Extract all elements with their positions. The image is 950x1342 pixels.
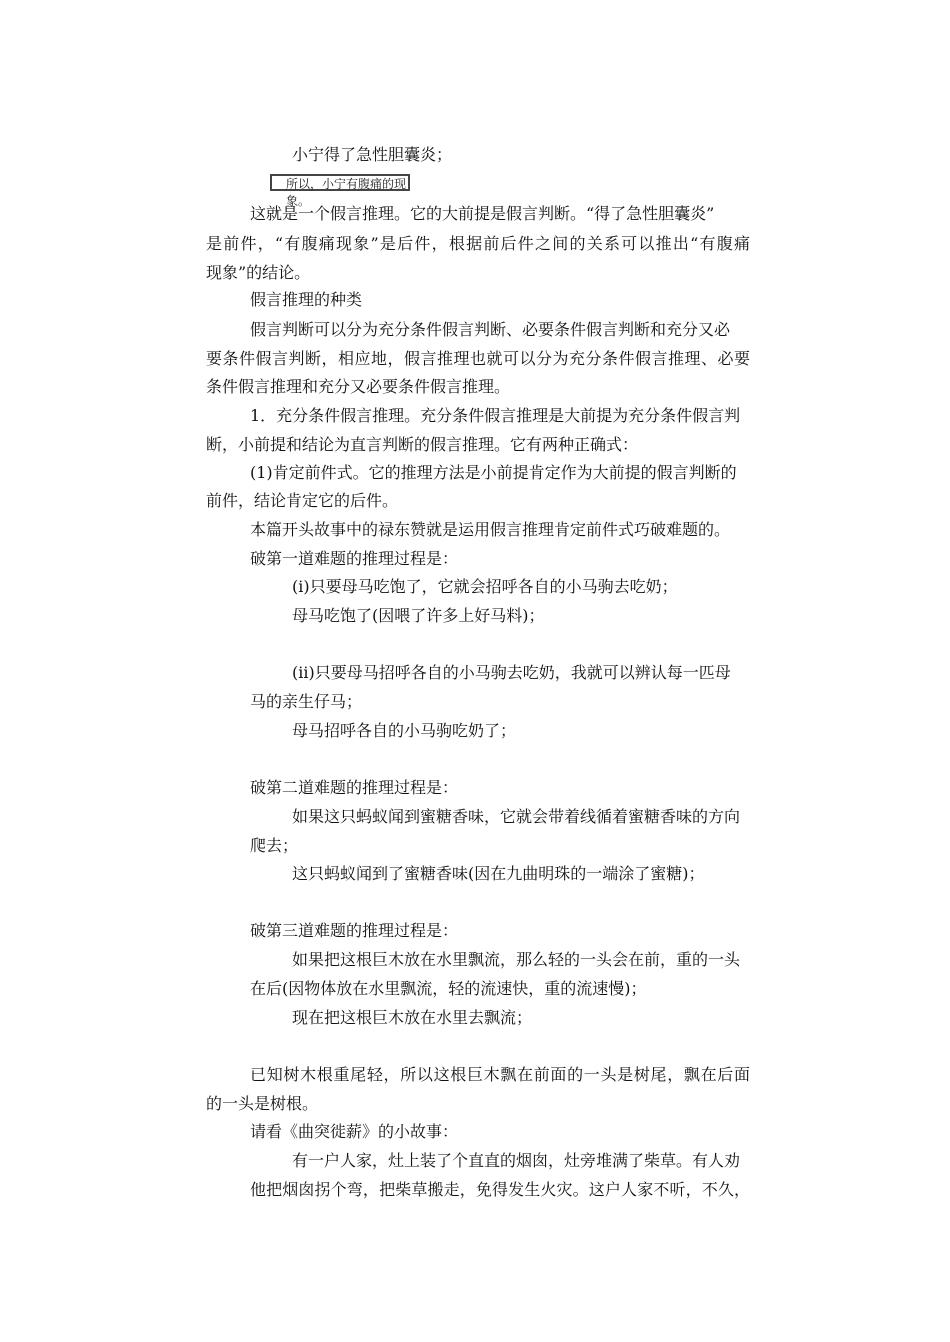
- text-line: 破第二道难题的推理过程是：: [250, 778, 459, 797]
- text-line: 要条件假言判断，相应地，假言推理也就可以分为充分条件假言推理、必要: [206, 349, 750, 368]
- text-line: 这只蚂蚁闻到了蜜糖香味(因在九曲明珠的一端涂了蜜糖)；: [292, 864, 705, 883]
- text-line: 假言判断可以分为充分条件假言判断、必要条件假言判断和充分又必: [250, 320, 731, 339]
- text-line: 如果把这根巨木放在水里飘流，那么轻的一头会在前，重的一头: [292, 950, 741, 969]
- text-line: 马的亲生仔马；: [250, 692, 363, 711]
- text-line: 如果这只蚂蚁闻到蜜糖香味，它就会带着线循着蜜糖香味的方向: [292, 807, 741, 826]
- text-line: 现象”的结论。: [206, 263, 311, 282]
- text-line: 在后(因物体放在水里飘流，轻的流速快，重的流速慢)；: [250, 979, 647, 998]
- boxed-conclusion: 所以，小宁有腹痛的现象。: [270, 174, 410, 191]
- text-line: 已知树木根重尾轻，所以这根巨木飘在前面的一头是树尾，飘在后面: [250, 1065, 750, 1084]
- text-line: 现在把这根巨木放在水里去飘流；: [292, 1008, 533, 1027]
- text-line: 请看《曲突徙薪》的小故事：: [250, 1122, 459, 1141]
- text-line: (i)只要母马吃饱了，它就会招呼各自的小马驹去吃奶；: [292, 577, 678, 596]
- text-line: 爬去；: [250, 836, 299, 855]
- text-line: 前件，结论肯定它的后件。: [206, 491, 399, 510]
- text-line: 本篇开头故事中的禄东赞就是运用假言推理肯定前件式巧破难题的。: [250, 520, 731, 539]
- text-line: 他把烟囱拐个弯，把柴草搬走，免得发生火灾。这户人家不听，不久，: [250, 1180, 750, 1199]
- text-line: 断，小前提和结论为直言判断的假言推理。它有两种正确式：: [206, 435, 639, 454]
- text-line: 有一户人家，灶上装了个直直的烟囱，灶旁堆满了柴草。有人劝: [292, 1151, 741, 1170]
- text-line: (1)肯定前件式。它的推理方法是小前提肯定作为大前提的假言判断的: [250, 463, 737, 482]
- text-line: 条件假言推理和充分又必要条件假言推理。: [206, 377, 511, 396]
- text-line: 母马招呼各自的小马驹吃奶了；: [292, 721, 517, 740]
- text-line: 是前件，“有腹痛现象”是后件，根据前后件之间的关系可以推出“有腹痛: [206, 234, 750, 253]
- text-line: 这就是一个假言推理。它的大前提是假言判断。“得了急性胆囊炎”: [250, 204, 715, 223]
- text-line: 的一头是树根。: [206, 1094, 319, 1113]
- text-line: (ii)只要母马招呼各自的小马驹去吃奶，我就可以辨认每一匹母: [292, 663, 731, 682]
- text-line: 破第三道难题的推理过程是：: [250, 921, 459, 940]
- section-heading: 假言推理的种类: [250, 290, 363, 309]
- text-line: 1．充分条件假言推理。充分条件假言推理是大前提为充分条件假言判: [250, 406, 741, 425]
- text-line: 破第一道难题的推理过程是：: [250, 549, 459, 568]
- text-line: 母马吃饱了(因喂了许多上好马料)；: [292, 606, 545, 625]
- text-line: 小宁得了急性胆囊炎；: [292, 145, 453, 164]
